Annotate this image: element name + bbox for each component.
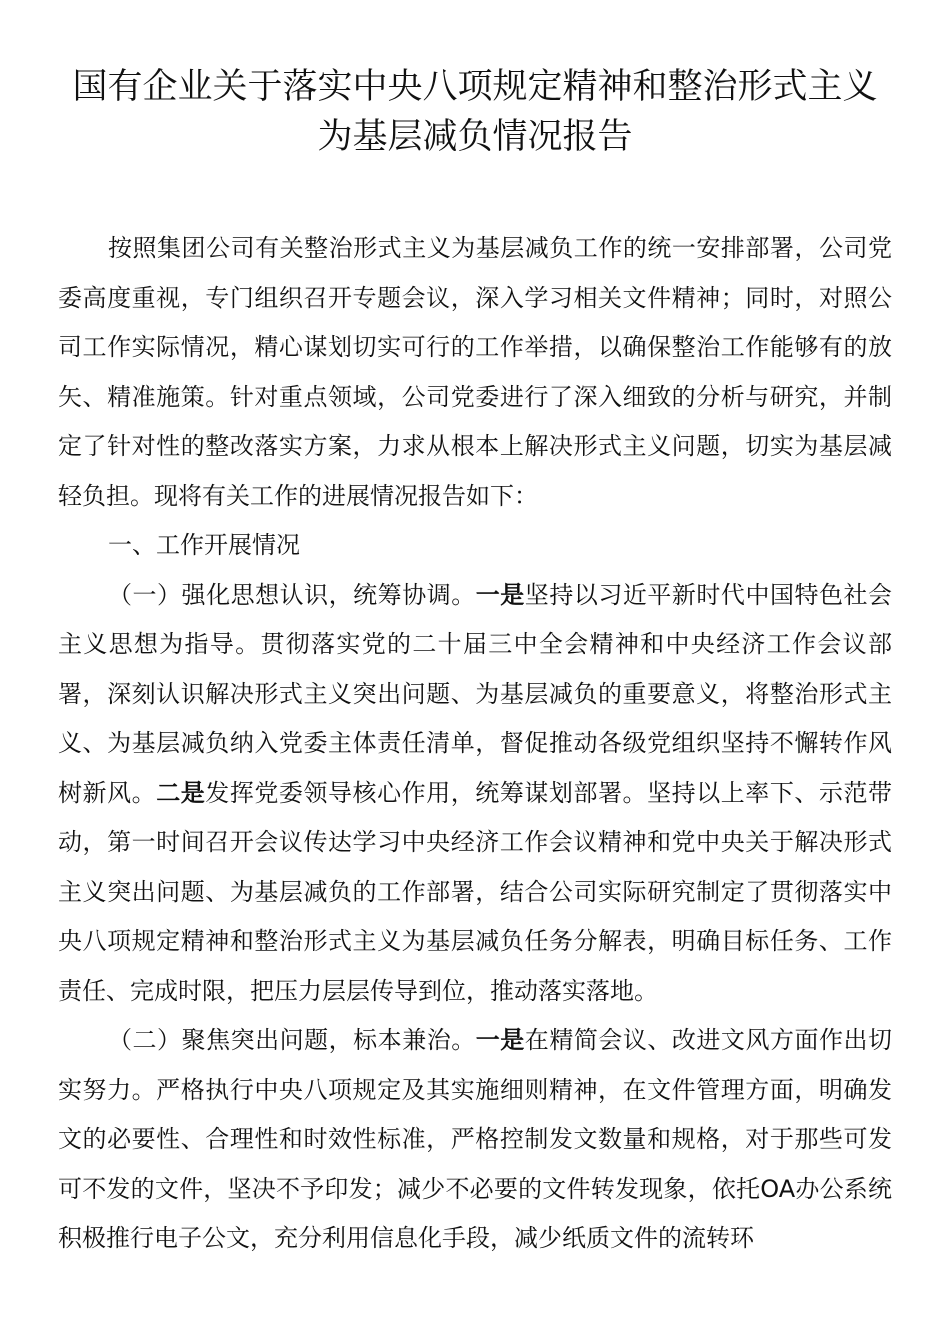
paragraph-1-lead: （一）强化思想认识，统筹协调。 [108,580,476,609]
document-body [58,224,892,1264]
paragraph-1-bold-1: 一是 [475,580,525,609]
paragraph-2 [58,1016,892,1264]
paragraph-2-lead: （二）聚焦突出问题，标本兼治。 [108,1026,476,1054]
title-line-2: 为基层减负情况报告 [317,117,633,157]
title-line-1: 国有企业关于落实中央八项规定精神和整治形式主义 [72,67,878,107]
paragraph-1-bold-2: 二是 [156,778,206,807]
paragraph-2-bold-1: 一是 [475,1026,525,1054]
paragraph-1 [58,571,892,1017]
paragraph-2-text-1: 在精简会议、改进文风方面作出切实努力。严格执行中央八项规定及其实施细则精神，在文件管理方面，明确发文的必要性、合理性和时效性标准，严格控制发文数量和规格，对于那些可发可不发的文件，坚决不予印发；减少不必要的文件转发现象，依托OA办公系统积极推行电子公文，充分利用信息化手段，减少纸质文件的流转环 [58,1026,893,1252]
section-heading-1: 一、工作开展情况 [108,531,300,559]
paragraph-1-text-1: 坚持以习近平新时代中国特色社会主义思想为指导。贯彻落实党的二十届三中全会精神和中央经济工作会议部署，深刻认识解决形式主义突出问题、为基层减负的重要意义，将整治形式主义、为基层减负纳入党委主体责任清单，督促推动各级党组织坚持不懈转作风树新风。 [58,580,893,807]
intro-paragraph: 按照集团公司有关整治形式主义为基层减负工作的统一安排部署，公司党委高度重视，专门组织召开专题会议，深入学习相关文件精神；同时，对照公司工作实际情况，精心谋划切实可行的工作举措，以确保整治工作能够有的放矢、精准施策。针对重点领域，公司党委进行了深入细致的分析与研究，并制定了针对性的整改落实方案，力求从根本上解决形式主义问题，切实为基层减轻负担。现将有关工作的进展情况报告如下： [58,234,892,510]
document-title [58,62,892,162]
document-page [58,62,892,1264]
paragraph-1-text-2: 发挥党委领导核心作用，统筹谋划部署。坚持以上率下、示范带动，第一时间召开会议传达学习中央经济工作会议精神和党中央关于解决形式主义突出问题、为基层减负的工作部署，结合公司实际研究制定了贯彻落实中央八项规定精神和整治形式主义为基层减负任务分解表，明确目标任务、工作责任、完成时限，把压力层层传导到位，推动落实落地。 [58,778,893,1005]
